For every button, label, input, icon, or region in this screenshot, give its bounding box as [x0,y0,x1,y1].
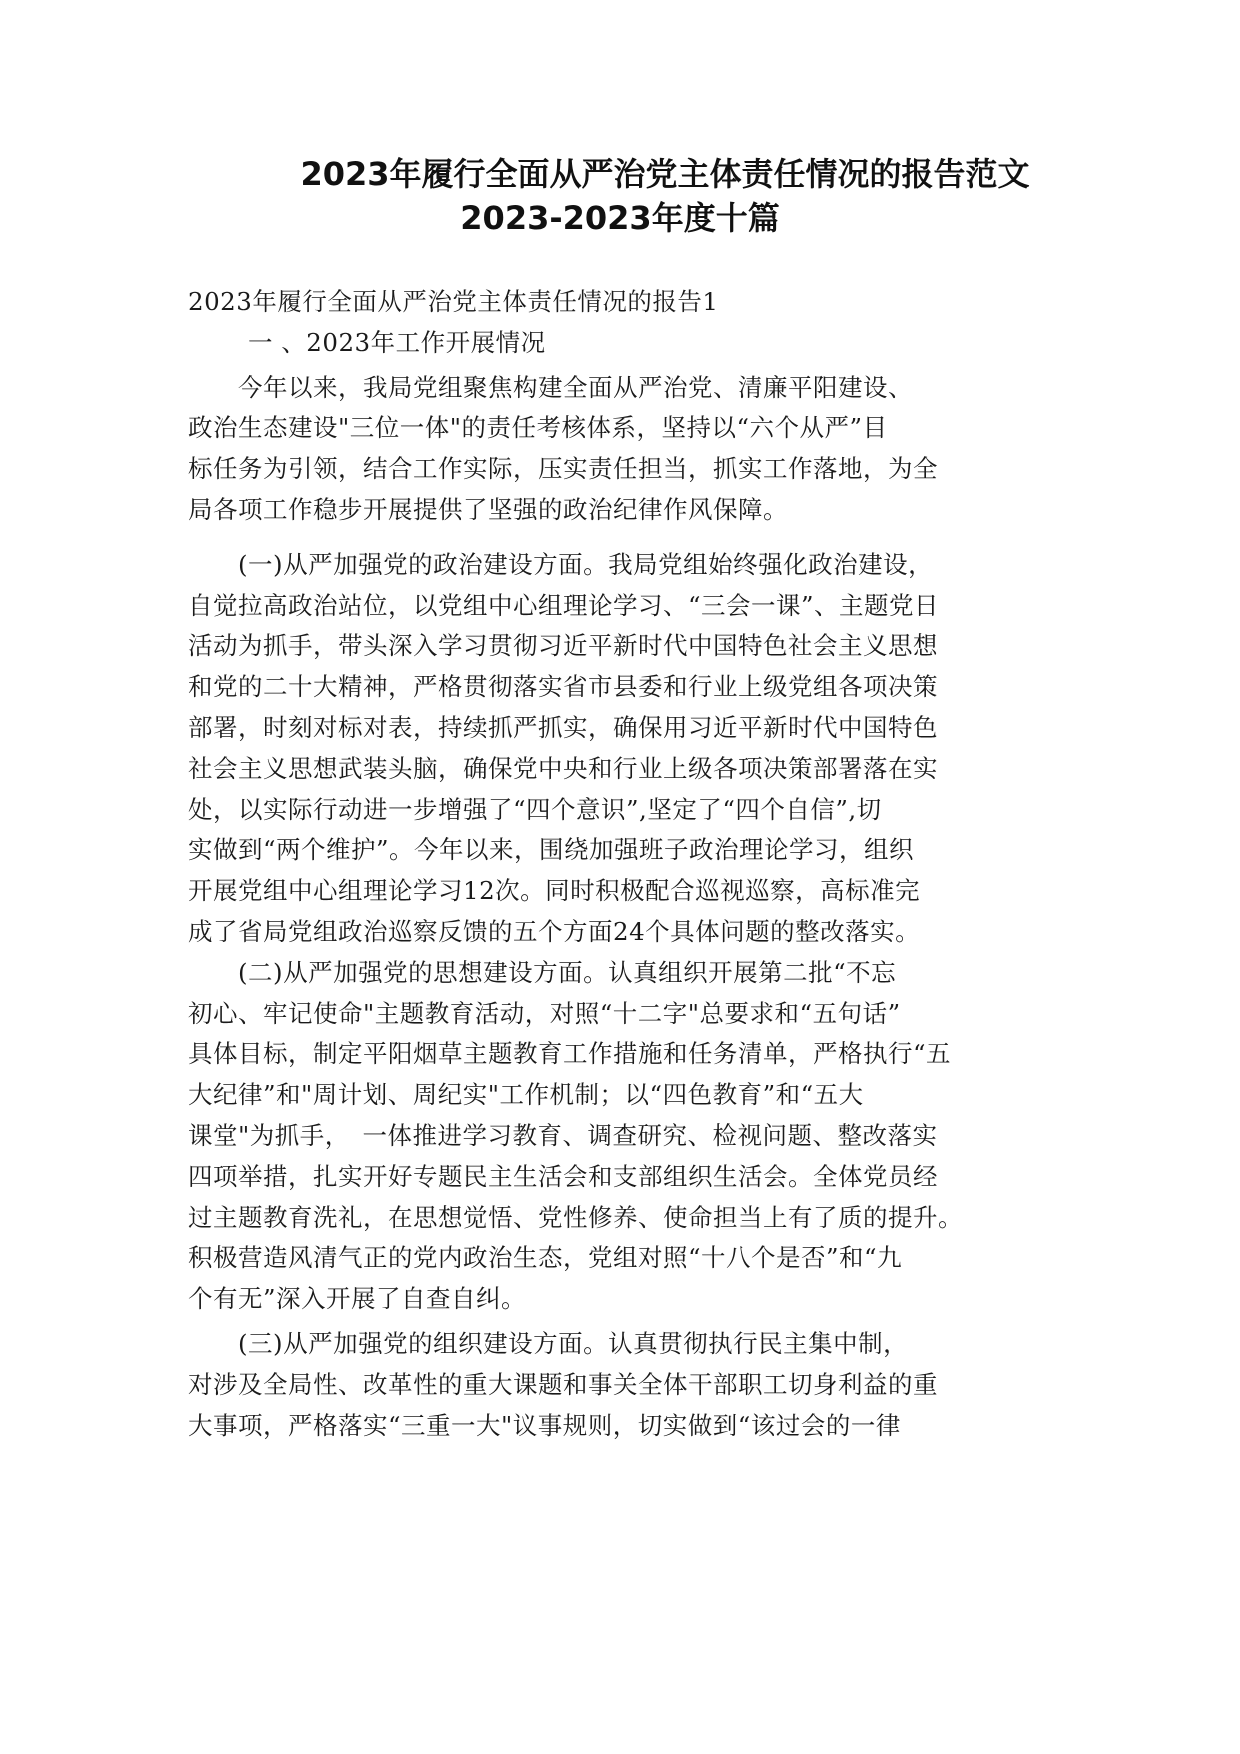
section-heading: 一 、2023年工作开展情况 [248,327,546,357]
paragraph-line: 部署，时刻对标对表，持续抓严抓实，确保用习近平新时代中国特色 [188,712,938,742]
paragraph-line: 实做到“两个维护”。今年以来，围绕加强班子政治理论学习，组织 [188,835,915,865]
paragraph-line: 标任务为引领，结合工作实际，压实责任担当，抓实工作落地，为全 [188,454,938,484]
intro-paragraph [188,368,1058,531]
paragraph-line: 社会主义思想武装头脑，确保党中央和行业上级各项决策部署落在实 [188,753,938,783]
paragraph-line: 局各项工作稳步开展提供了坚强的政治纪律作风保障。 [188,494,788,524]
report-heading: 2023年履行全面从严治党主体责任情况的报告1 [188,287,719,316]
paragraph-line: 今年以来，我局党组聚焦构建全面从严治党、清廉平阳建设、 [188,372,913,402]
paragraph-line: 课堂"为抓手， 一体推进学习教育、调查研究、检视问题、整改落实 [188,1120,938,1150]
title-line-2: 2023-2023年度十篇 [460,199,780,237]
paragraph-line: (一)从严加强党的政治建设方面。我局党组始终强化政治建设， [188,549,934,579]
document-title [0,152,1240,240]
paragraph-line: 积极营造风清气正的党内政治生态，党组对照“十八个是否”和“九 [188,1243,903,1273]
paragraph-line: 对涉及全局性、改革性的重大课题和事关全体干部职工切身利益的重 [188,1369,938,1399]
paragraph-ideological-building [188,953,1058,1320]
paragraph-line: 政治生态建设"三位一体"的责任考核体系，坚持以“六个从严”目 [188,413,888,443]
paragraph-organizational-building [188,1324,1058,1446]
paragraph-line: 成了省局党组政治巡察反馈的五个方面24个具体问题的整改落实。 [188,916,921,946]
paragraph-line: 过主题教育洗礼，在思想觉悟、党性修养、使命担当上有了质的提升。 [188,1202,963,1232]
paragraph-line: 初心、牢记使命"主题教育活动，对照“十二字"总要求和“五句话” [188,998,901,1028]
paragraph-line: (三)从严加强党的组织建设方面。认真贯彻执行民主集中制， [188,1328,909,1358]
title-line-1: 2023年履行全面从严治党主体责任情况的报告范文 [300,155,1030,193]
paragraph-line: 活动为抓手，带头深入学习贯彻习近平新时代中国特色社会主义思想 [188,631,938,661]
paragraph-line: 四项举措，扎实开好专题民主生活会和支部组织生活会。全体党员经 [188,1161,938,1191]
paragraph-line: 具体目标，制定平阳烟草主题教育工作措施和任务清单，严格执行“五 [188,1039,952,1069]
paragraph-line: (二)从严加强党的思想建设方面。认真组织开展第二批“不忘 [188,957,897,987]
paragraph-line: 和党的二十大精神，严格贯彻落实省市县委和行业上级党组各项决策 [188,672,938,702]
paragraph-line: 大事项，严格落实“三重一大"议事规则，切实做到“该过会的一律 [188,1410,901,1440]
document-body [188,282,1058,1446]
paragraph-line: 大纪律”和"周计划、周纪实"工作机制；以“四色教育”和“五大 [188,1080,864,1110]
paragraph-political-building [188,545,1058,953]
paragraph-line: 开展党组中心组理论学习12次。同时积极配合巡视巡察，高标准完 [188,876,921,906]
paragraph-line: 处，以实际行动进一步增强了“四个意识”,坚定了“四个自信”,切 [188,794,882,824]
paragraph-line: 自觉拉高政治站位，以党组中心组理论学习、“三会一课”、主题党日 [188,590,940,620]
paragraph-line: 个有无”深入开展了自查自纠。 [188,1284,527,1314]
